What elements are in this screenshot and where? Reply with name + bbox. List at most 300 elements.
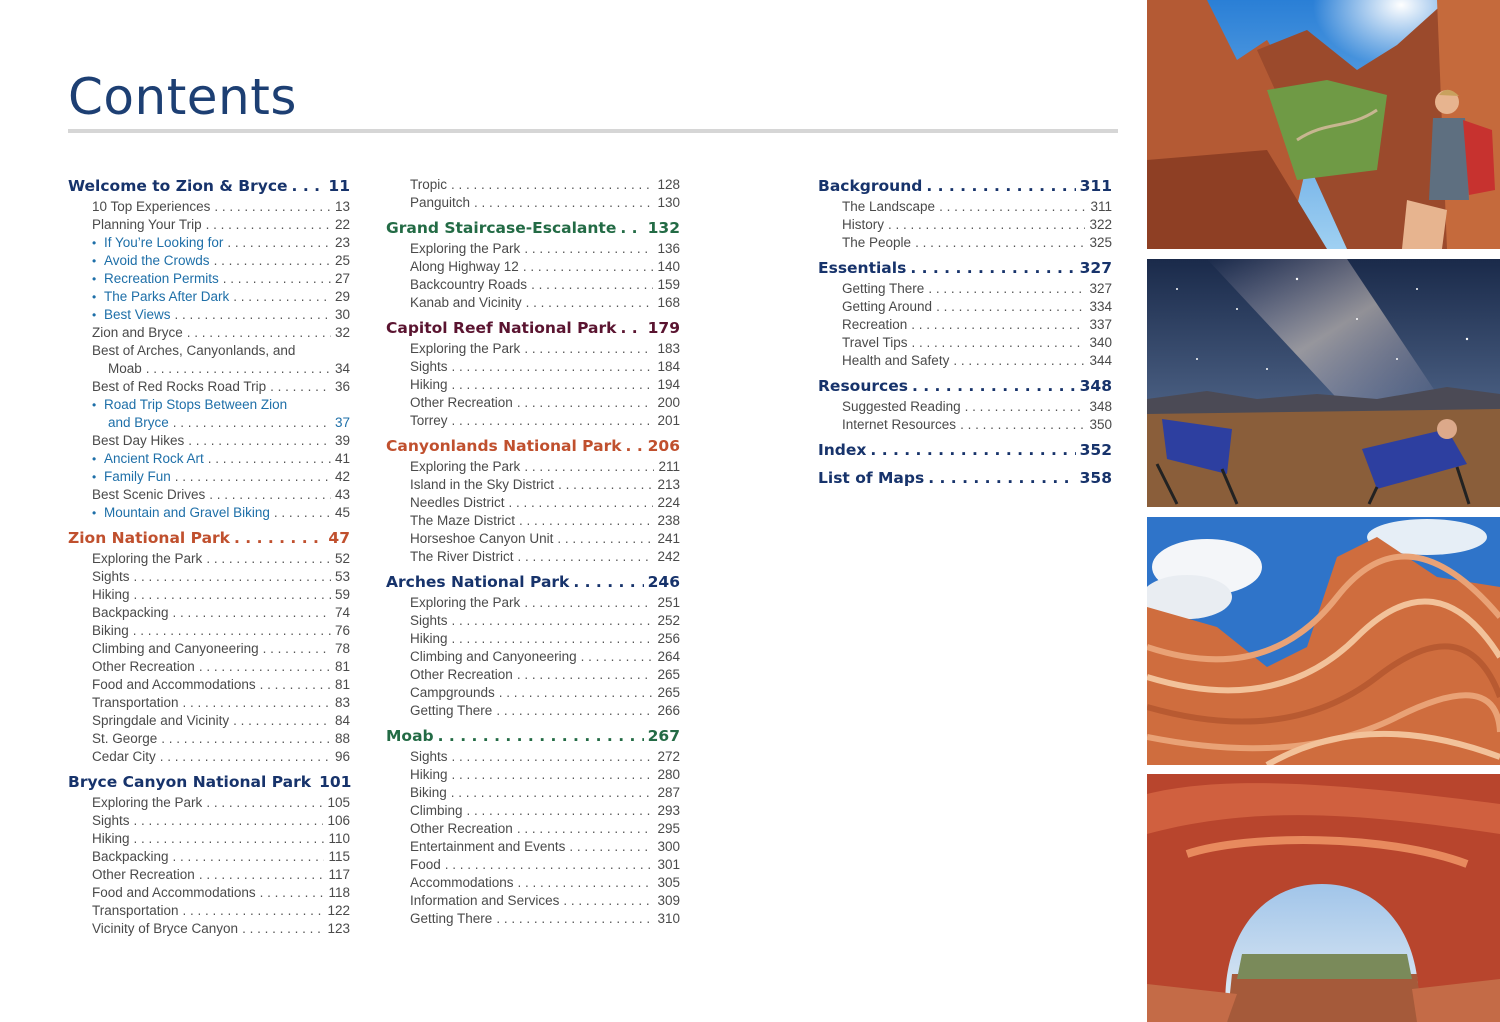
leader-dots xyxy=(173,605,331,620)
entry-label: Along Highway 12 xyxy=(410,259,519,274)
entry-label: Hiking xyxy=(92,587,130,602)
toc-section-welcome-to-zion-and-bryce xyxy=(68,177,350,523)
toc-entry[interactable] xyxy=(68,343,350,361)
entry-page-number: 309 xyxy=(657,893,680,908)
leader-dots xyxy=(558,477,653,492)
bullet-icon: • xyxy=(92,290,97,304)
entry-label: Backpacking xyxy=(92,605,169,620)
entry-page-number: 88 xyxy=(334,731,350,746)
leader-dots xyxy=(910,259,1075,277)
leader-dots xyxy=(620,319,643,337)
section-heading[interactable] xyxy=(818,177,1112,199)
leader-dots xyxy=(173,849,325,864)
leader-dots xyxy=(452,359,654,374)
title-divider xyxy=(68,129,1118,133)
toc-entry[interactable] xyxy=(818,399,1112,417)
photo-rock-arch xyxy=(1147,774,1500,1022)
bullet-icon: • xyxy=(92,470,97,484)
toc-entry[interactable] xyxy=(68,325,350,343)
entry-label: Getting There xyxy=(842,281,925,296)
entry-page-number: 238 xyxy=(657,513,680,528)
leader-dots xyxy=(870,441,1075,459)
toc-entry[interactable] xyxy=(68,361,350,379)
entry-page-number: 184 xyxy=(657,359,680,374)
leader-dots xyxy=(233,713,331,728)
entry-label: Cedar City xyxy=(92,749,156,764)
toc-entry[interactable] xyxy=(818,281,1112,299)
section-page-number: 267 xyxy=(647,727,680,745)
entry-label: Transportation xyxy=(92,695,179,710)
leader-dots xyxy=(517,667,654,682)
leader-dots xyxy=(519,513,653,528)
leader-dots xyxy=(209,487,331,502)
entry-label: Best Scenic Drives xyxy=(92,487,206,502)
section-title: Grand Staircase-Escalante xyxy=(386,219,617,237)
entry-page-number: 39 xyxy=(334,433,350,448)
toc-entry[interactable] xyxy=(386,549,680,567)
toc-entry[interactable] xyxy=(818,417,1112,435)
entry-label: Sights xyxy=(92,569,130,584)
entry-page-number: 322 xyxy=(1089,217,1112,232)
toc-entry[interactable] xyxy=(68,433,350,451)
leader-dots xyxy=(939,199,1086,214)
toc-entry[interactable] xyxy=(386,477,680,495)
leader-dots xyxy=(214,253,331,268)
section-page-number: 101 xyxy=(319,773,352,791)
section-heading[interactable] xyxy=(386,437,680,459)
leader-dots xyxy=(496,911,653,926)
entry-page-number: 74 xyxy=(334,605,350,620)
section-page-number: 246 xyxy=(647,573,680,591)
toc-entry[interactable] xyxy=(68,867,350,885)
entry-label: Torrey xyxy=(410,413,448,428)
section-page-number: 206 xyxy=(647,437,680,455)
entry-label: Getting There xyxy=(410,911,493,926)
entry-page-number: 272 xyxy=(657,749,680,764)
leader-dots xyxy=(274,505,331,520)
toc-section-arches-national-park xyxy=(386,573,680,721)
leader-dots xyxy=(452,413,654,428)
entry-page-number: 201 xyxy=(657,413,680,428)
toc-entry[interactable] xyxy=(386,767,680,785)
entry-page-number: 23 xyxy=(334,235,350,250)
entry-page-number: 81 xyxy=(334,659,350,674)
leader-dots xyxy=(134,831,325,846)
toc-entry[interactable] xyxy=(386,875,680,893)
leader-dots xyxy=(134,569,331,584)
leader-dots xyxy=(188,433,331,448)
toc-entry[interactable] xyxy=(386,377,680,395)
entry-page-number: 83 xyxy=(334,695,350,710)
toc-entry[interactable] xyxy=(68,659,350,677)
toc-entry[interactable] xyxy=(68,831,350,849)
entry-label: Sights xyxy=(410,749,448,764)
toc-entry[interactable] xyxy=(68,487,350,505)
leader-dots xyxy=(960,417,1085,432)
entry-page-number: 130 xyxy=(657,195,680,210)
section-page-number: 11 xyxy=(328,177,350,195)
entry-page-number: 194 xyxy=(657,377,680,392)
entry-page-number: 327 xyxy=(1089,281,1112,296)
leader-dots xyxy=(173,415,331,430)
entry-page-number: 242 xyxy=(657,549,680,564)
leader-dots xyxy=(573,573,643,591)
leader-dots xyxy=(452,631,654,646)
toc-entry[interactable] xyxy=(386,241,680,259)
toc-entry[interactable] xyxy=(68,235,350,253)
entry-page-number: 300 xyxy=(657,839,680,854)
toc-entry[interactable] xyxy=(68,289,350,307)
entry-page-number: 117 xyxy=(328,867,350,882)
entry-page-number: 344 xyxy=(1089,353,1112,368)
leader-dots xyxy=(452,767,654,782)
section-heading[interactable] xyxy=(818,259,1112,281)
entry-label: Food and Accommodations xyxy=(92,885,256,900)
toc-entry[interactable] xyxy=(68,379,350,397)
section-title: Bryce Canyon National Park xyxy=(68,773,312,791)
entry-page-number: 123 xyxy=(327,921,350,936)
leader-dots xyxy=(175,469,331,484)
leader-dots xyxy=(953,353,1085,368)
entry-label: The Parks After Dark xyxy=(104,289,230,304)
entry-page-number: 305 xyxy=(657,875,680,890)
section-page-number: 132 xyxy=(647,219,680,237)
toc-entry[interactable] xyxy=(818,317,1112,335)
leader-dots xyxy=(199,659,331,674)
entry-label: Other Recreation xyxy=(410,821,513,836)
page-title: Contents xyxy=(68,68,297,126)
toc-section-grand-staircase-escalante xyxy=(386,219,680,313)
leader-dots xyxy=(146,361,331,376)
entry-label: Ancient Rock Art xyxy=(104,451,204,466)
section-heading[interactable] xyxy=(386,219,680,241)
leader-dots xyxy=(187,325,331,340)
section-page-number: 348 xyxy=(1079,377,1112,395)
toc-entry[interactable] xyxy=(68,623,350,641)
toc-section-list-of-maps xyxy=(818,469,1112,491)
entry-label: Avoid the Crowds xyxy=(104,253,210,268)
toc-entry[interactable] xyxy=(68,217,350,235)
leader-dots xyxy=(557,531,653,546)
entry-label: St. George xyxy=(92,731,158,746)
entry-label: Needles District xyxy=(410,495,505,510)
toc-section-continued xyxy=(386,177,680,213)
entry-label: Other Recreation xyxy=(410,395,513,410)
entry-label: Exploring the Park xyxy=(410,595,521,610)
leader-dots xyxy=(965,399,1086,414)
entry-label: History xyxy=(842,217,885,232)
leader-dots xyxy=(263,641,331,656)
entry-label: Suggested Reading xyxy=(842,399,961,414)
toc-entry[interactable] xyxy=(68,587,350,605)
toc-column-1 xyxy=(68,177,350,945)
toc-entry[interactable] xyxy=(386,459,680,477)
entry-page-number: 45 xyxy=(334,505,350,520)
section-heading[interactable] xyxy=(386,319,680,341)
toc-entry[interactable] xyxy=(68,253,350,271)
toc-entry[interactable] xyxy=(386,413,680,431)
entry-page-number: 325 xyxy=(1089,235,1112,250)
section-title: Zion National Park xyxy=(68,529,230,547)
section-heading[interactable] xyxy=(818,469,1112,491)
toc-entry[interactable] xyxy=(68,605,350,623)
toc-entry[interactable] xyxy=(386,911,680,929)
leader-dots xyxy=(214,199,331,214)
toc-entry[interactable] xyxy=(68,397,350,415)
toc-entry[interactable] xyxy=(68,551,350,569)
toc-entry[interactable] xyxy=(386,495,680,513)
toc-entry[interactable] xyxy=(68,505,350,523)
entry-label: Climbing xyxy=(410,803,463,818)
section-page-number: 327 xyxy=(1079,259,1112,277)
toc-entry[interactable] xyxy=(386,513,680,531)
toc-entry[interactable] xyxy=(68,731,350,749)
leader-dots xyxy=(524,595,653,610)
entry-page-number: 211 xyxy=(658,459,680,474)
section-heading[interactable] xyxy=(818,377,1112,399)
leader-dots xyxy=(523,259,654,274)
toc-entry[interactable] xyxy=(386,785,680,803)
section-title: Arches National Park xyxy=(386,573,570,591)
leader-dots xyxy=(206,217,331,232)
entry-label: Best Views xyxy=(104,307,171,322)
entry-label: The Maze District xyxy=(410,513,516,528)
leader-dots xyxy=(227,235,331,250)
entry-label: Hiking xyxy=(92,831,130,846)
entry-label: Biking xyxy=(92,623,129,638)
entry-label: Kanab and Vicinity xyxy=(410,295,522,310)
toc-entry[interactable] xyxy=(68,885,350,903)
toc-entry[interactable] xyxy=(818,353,1112,371)
photo-sandstone-wave xyxy=(1147,517,1500,765)
toc-entry[interactable] xyxy=(386,631,680,649)
entry-label: Getting Around xyxy=(842,299,933,314)
entry-label: Panguitch xyxy=(410,195,471,210)
toc-entry[interactable] xyxy=(818,217,1112,235)
entry-label: Exploring the Park xyxy=(410,241,521,256)
toc-column-2 xyxy=(386,177,680,935)
entry-page-number: 311 xyxy=(1090,199,1112,214)
toc-section-zion-national-park xyxy=(68,529,350,767)
toc-entry[interactable] xyxy=(386,195,680,213)
entry-label: Best of Arches, Canyonlands, and xyxy=(92,343,296,358)
section-title: Resources xyxy=(818,377,908,395)
toc-entry[interactable] xyxy=(386,595,680,613)
entry-page-number: 110 xyxy=(328,831,350,846)
toc-entry[interactable] xyxy=(386,531,680,549)
entry-page-number: 32 xyxy=(334,325,350,340)
entry-page-number: 293 xyxy=(657,803,680,818)
entry-page-number: 348 xyxy=(1089,399,1112,414)
entry-page-number: 105 xyxy=(327,795,350,810)
toc-entry[interactable] xyxy=(386,749,680,767)
entry-page-number: 34 xyxy=(334,361,350,376)
entry-page-number: 340 xyxy=(1089,335,1112,350)
toc-entry[interactable] xyxy=(68,307,350,325)
toc-entry[interactable] xyxy=(386,177,680,195)
leader-dots xyxy=(242,921,323,936)
toc-section-essentials xyxy=(818,259,1112,371)
leader-dots xyxy=(518,875,654,890)
toc-entry[interactable] xyxy=(386,703,680,721)
entry-label: Recreation Permits xyxy=(104,271,219,286)
toc-entry[interactable] xyxy=(386,857,680,875)
entry-page-number: 22 xyxy=(334,217,350,232)
entry-page-number: 122 xyxy=(327,903,350,918)
section-title: Canyonlands National Park xyxy=(386,437,622,455)
entry-label: Travel Tips xyxy=(842,335,908,350)
entry-label: Entertainment and Events xyxy=(410,839,566,854)
toc-section-bryce-canyon-national-park xyxy=(68,773,350,939)
entry-label: Island in the Sky District xyxy=(410,477,555,492)
entry-label: Food and Accommodations xyxy=(92,677,256,692)
toc-entry[interactable] xyxy=(386,803,680,821)
entry-page-number: 136 xyxy=(657,241,680,256)
toc-entry[interactable] xyxy=(386,277,680,295)
toc-entry[interactable] xyxy=(68,271,350,289)
toc-entry[interactable] xyxy=(818,235,1112,253)
leader-dots xyxy=(626,437,644,455)
leader-dots xyxy=(234,529,324,547)
toc-entry[interactable] xyxy=(386,685,680,703)
entry-label: Exploring the Park xyxy=(92,551,203,566)
entry-page-number: 37 xyxy=(334,415,350,430)
leader-dots xyxy=(270,379,331,394)
entry-page-number: 81 xyxy=(334,677,350,692)
leader-dots xyxy=(524,341,653,356)
toc-entry[interactable] xyxy=(68,795,350,813)
entry-label: Sights xyxy=(410,613,448,628)
toc-entry[interactable] xyxy=(818,199,1112,217)
toc-entry[interactable] xyxy=(68,903,350,921)
entry-page-number: 266 xyxy=(657,703,680,718)
toc-entry[interactable] xyxy=(818,335,1112,353)
toc-section-background xyxy=(818,177,1112,253)
entry-label: The People xyxy=(842,235,912,250)
toc-section-capitol-reef-national-park xyxy=(386,319,680,431)
entry-page-number: 280 xyxy=(657,767,680,782)
leader-dots xyxy=(452,613,654,628)
entry-label: Climbing and Canyoneering xyxy=(92,641,259,656)
entry-page-number: 295 xyxy=(657,821,680,836)
entry-label: Backpacking xyxy=(92,849,169,864)
toc-entry[interactable] xyxy=(386,821,680,839)
toc-entry[interactable] xyxy=(68,199,350,217)
toc-entry[interactable] xyxy=(386,893,680,911)
leader-dots xyxy=(452,749,654,764)
entry-label: If You’re Looking for xyxy=(104,235,224,250)
toc-section-index xyxy=(818,441,1112,463)
leader-dots xyxy=(206,795,323,810)
toc-entry[interactable] xyxy=(386,649,680,667)
section-heading[interactable] xyxy=(386,727,680,749)
toc-entry[interactable] xyxy=(68,921,350,939)
leader-dots xyxy=(134,813,324,828)
toc-column-3 xyxy=(818,177,1112,497)
section-heading[interactable] xyxy=(818,441,1112,463)
toc-entry[interactable] xyxy=(386,295,680,313)
leader-dots xyxy=(206,551,331,566)
entry-page-number: 200 xyxy=(657,395,680,410)
toc-entry[interactable] xyxy=(386,341,680,359)
toc-entry[interactable] xyxy=(68,469,350,487)
toc-entry[interactable] xyxy=(68,569,350,587)
section-heading[interactable] xyxy=(68,529,350,551)
entry-label: Horseshoe Canyon Unit xyxy=(410,531,554,546)
entry-label: Hiking xyxy=(410,631,448,646)
toc-entry[interactable] xyxy=(68,813,350,831)
toc-entry[interactable] xyxy=(68,849,350,867)
section-heading[interactable] xyxy=(386,573,680,595)
leader-dots xyxy=(911,317,1085,332)
toc-entry[interactable] xyxy=(68,713,350,731)
entry-label: and Bryce xyxy=(108,415,169,430)
entry-label: Other Recreation xyxy=(92,659,195,674)
entry-label: Biking xyxy=(410,785,447,800)
entry-label: Sights xyxy=(410,359,448,374)
toc-entry[interactable] xyxy=(68,451,350,469)
entry-page-number: 334 xyxy=(1089,299,1112,314)
section-heading[interactable] xyxy=(68,773,350,795)
leader-dots xyxy=(161,731,331,746)
entry-page-number: 251 xyxy=(657,595,680,610)
entry-label: Vicinity of Bryce Canyon xyxy=(92,921,239,936)
toc-entry[interactable] xyxy=(68,677,350,695)
section-page-number: 47 xyxy=(328,529,350,547)
entry-label: Mountain and Gravel Biking xyxy=(104,505,270,520)
entry-label: Health and Safety xyxy=(842,353,950,368)
toc-entry[interactable] xyxy=(386,359,680,377)
leader-dots xyxy=(620,219,643,237)
entry-page-number: 115 xyxy=(328,849,350,864)
section-heading[interactable] xyxy=(68,177,350,199)
toc-entry[interactable] xyxy=(386,839,680,857)
section-title: Essentials xyxy=(818,259,907,277)
toc-entry[interactable] xyxy=(68,695,350,713)
entry-page-number: 159 xyxy=(657,277,680,292)
toc-entry[interactable] xyxy=(68,641,350,659)
entry-page-number: 265 xyxy=(657,667,680,682)
toc-section-resources xyxy=(818,377,1112,435)
leader-dots xyxy=(134,587,331,602)
toc-entry[interactable] xyxy=(386,259,680,277)
leader-dots xyxy=(260,885,325,900)
leader-dots xyxy=(467,803,654,818)
photo-night-sky-stargazers xyxy=(1147,259,1500,507)
section-title: Capitol Reef National Park xyxy=(386,319,617,337)
toc-entry[interactable] xyxy=(386,395,680,413)
section-page-number: 352 xyxy=(1079,441,1112,459)
toc-entry[interactable] xyxy=(818,299,1112,317)
leader-dots xyxy=(175,307,331,322)
entry-label: The River District xyxy=(410,549,514,564)
entry-label: Backcountry Roads xyxy=(410,277,528,292)
section-title: Welcome to Zion & Bryce xyxy=(68,177,288,195)
entry-page-number: 256 xyxy=(657,631,680,646)
toc-entry[interactable] xyxy=(68,415,350,433)
section-title: List of Maps xyxy=(818,469,925,487)
toc-entry[interactable] xyxy=(386,613,680,631)
entry-page-number: 25 xyxy=(334,253,350,268)
leader-dots xyxy=(499,685,654,700)
entry-label: Other Recreation xyxy=(92,867,195,882)
entry-label: Accommodations xyxy=(410,875,514,890)
leader-dots xyxy=(531,277,653,292)
toc-entry[interactable] xyxy=(68,749,350,767)
section-page-number: 179 xyxy=(647,319,680,337)
toc-entry[interactable] xyxy=(386,667,680,685)
leader-dots xyxy=(526,295,654,310)
